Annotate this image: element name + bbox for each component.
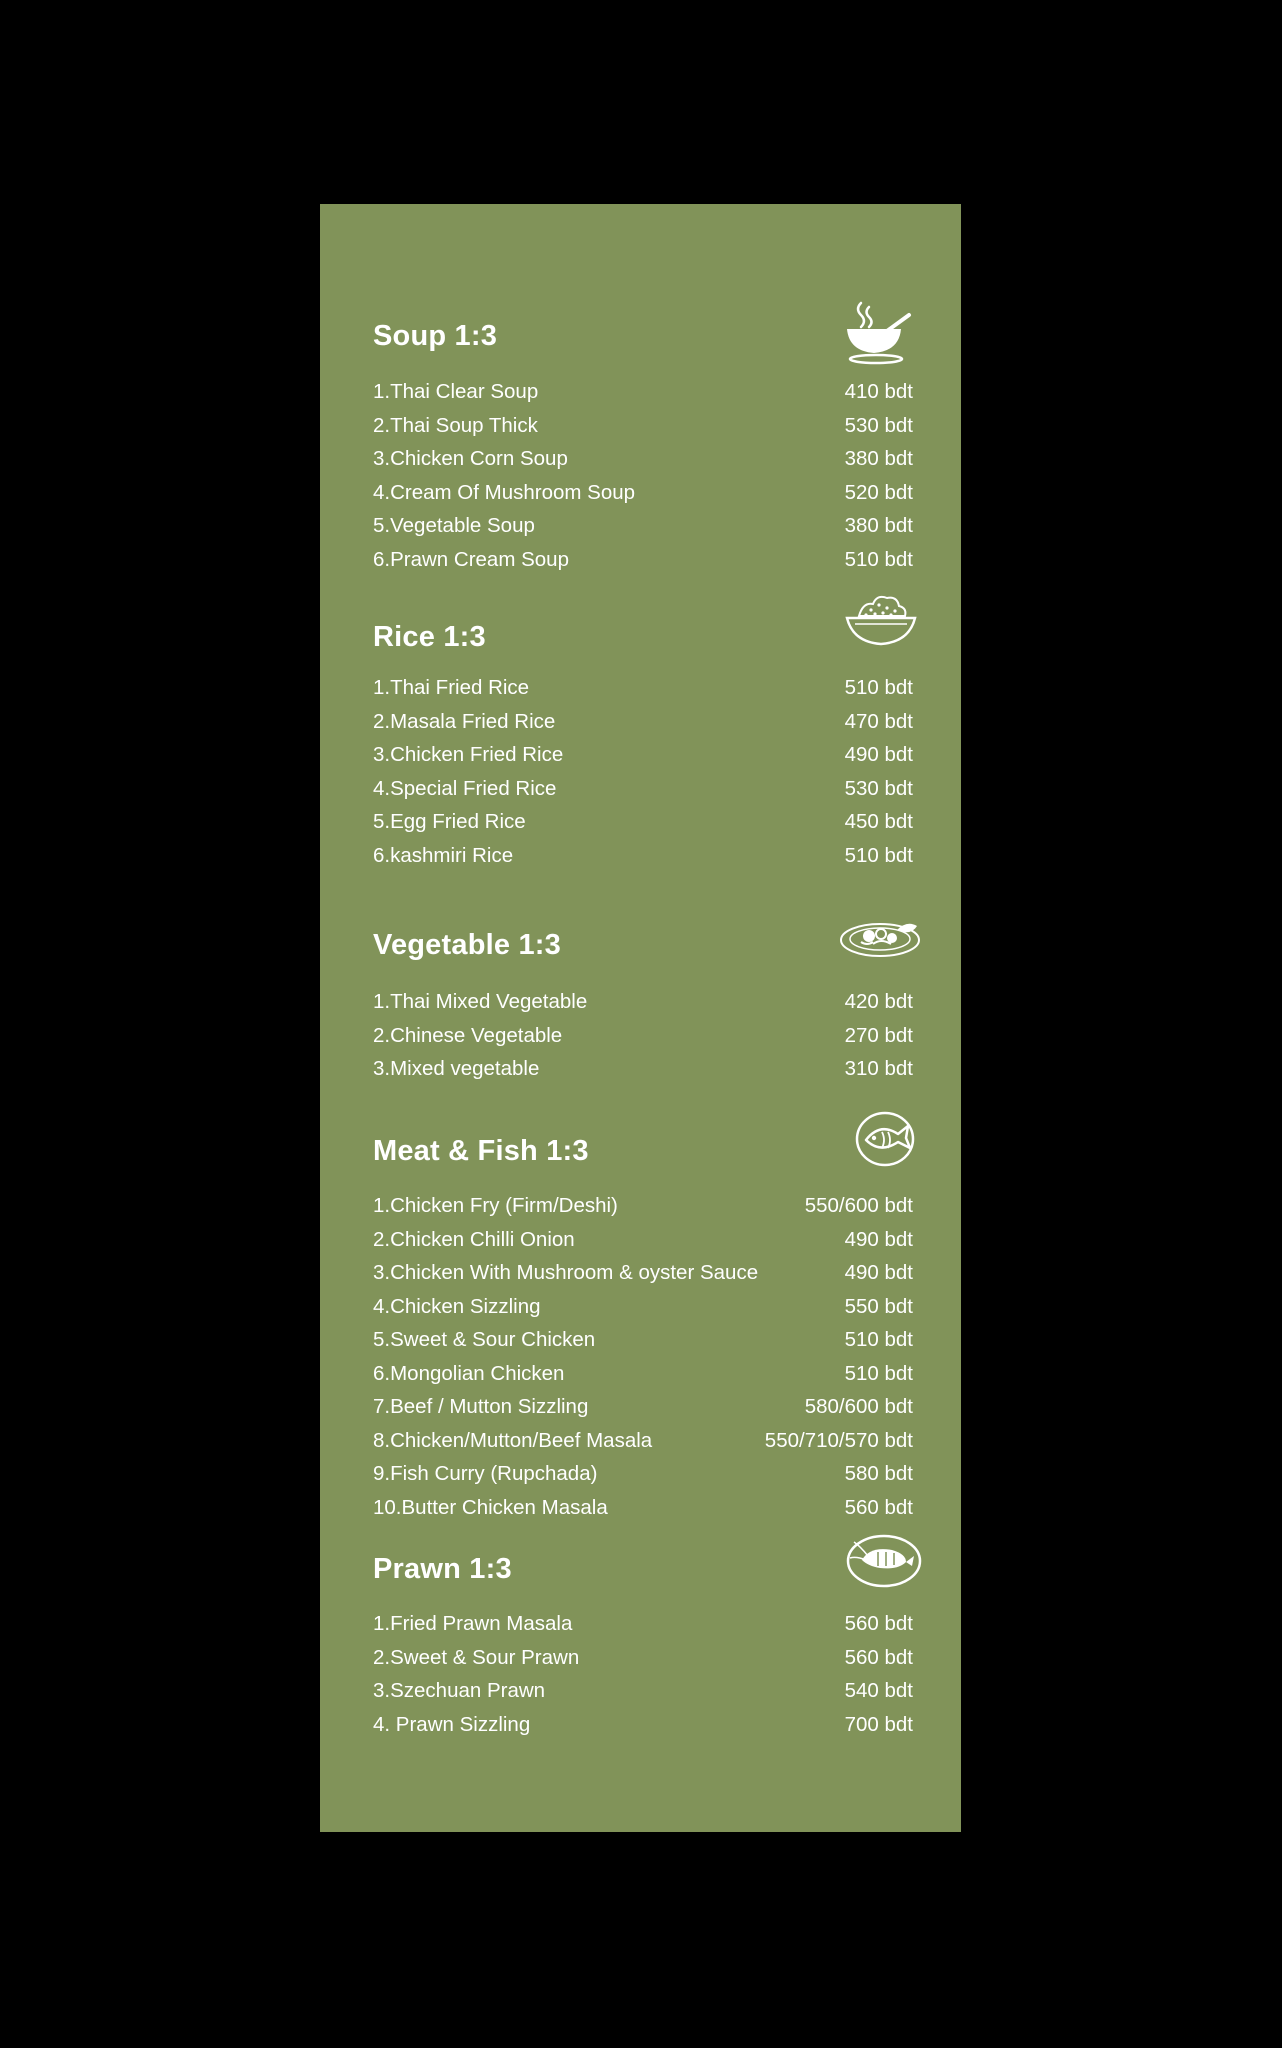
item-price: 490 bdt [844,1261,913,1284]
item-name: 2.Thai Soup Thick [373,413,538,437]
menu-item [373,810,913,844]
item-price: 560 bdt [844,1645,913,1669]
item-price: 410 bdt [844,380,913,403]
item-name: 5.Egg Fried Rice [373,810,526,833]
item-name: 1.Thai Mixed Vegetable [373,990,588,1013]
item-price: 380 bdt [844,514,913,537]
menu-item [373,1462,913,1496]
menu-item [373,710,913,744]
item-price: 510 bdt [844,1328,913,1351]
menu-item [373,514,913,548]
menu-item [373,1496,913,1530]
menu-item [373,548,913,582]
item-price: 380 bdt [844,447,913,470]
item-price: 580/600 bdt [804,1395,913,1418]
item-price: 530 bdt [844,776,913,800]
section-title: Vegetable 1:3 [373,929,561,961]
section-title: Meat & Fish 1:3 [373,1135,589,1167]
section-vegetable [373,912,913,1080]
item-name: 4.Chicken Sizzling [373,1294,541,1318]
section-header [373,1534,913,1594]
vegetable-plate-icon [839,912,921,960]
item-price: 540 bdt [844,1679,913,1702]
item-name: 2.Sweet & Sour Prawn [373,1645,580,1669]
menu-item [373,1328,913,1362]
section-title: Rice 1:3 [373,621,486,653]
section-title: Prawn 1:3 [373,1553,512,1585]
item-name: 6.Mongolian Chicken [373,1361,565,1385]
item-list [373,1612,913,1746]
menu-item [373,844,913,878]
section-header [373,299,913,359]
menu-item [373,1057,913,1091]
item-name: 4. Prawn Sizzling [373,1712,531,1736]
soup-bowl-icon [843,299,913,367]
item-name: 3.Chicken Fried Rice [373,743,564,766]
fish-plate-icon [854,1110,916,1168]
item-price: 420 bdt [844,990,913,1013]
item-name: 1.Chicken Fry (Firm/Deshi) [373,1194,618,1217]
section-soup [373,299,913,571]
menu-item [373,1024,913,1058]
item-price: 510 bdt [844,1361,913,1385]
item-name: 5.Sweet & Sour Chicken [373,1328,596,1351]
rice-bowl-icon [845,592,917,648]
item-price: 270 bdt [844,1023,913,1047]
menu-item [373,743,913,777]
item-name: 3.Chicken Corn Soup [373,447,568,470]
item-price: 510 bdt [844,843,913,867]
item-name: 1.Fried Prawn Masala [373,1612,573,1635]
menu-item [373,380,913,414]
menu-card [320,204,961,1832]
item-price: 560 bdt [844,1495,913,1519]
menu-item [373,1261,913,1295]
item-name: 2.Masala Fried Rice [373,709,556,733]
item-list [373,990,913,1091]
item-price: 450 bdt [844,810,913,833]
item-price: 490 bdt [844,743,913,766]
menu-item [373,777,913,811]
item-name: 7.Beef / Mutton Sizzling [373,1395,589,1418]
item-name: 1.Thai Clear Soup [373,380,539,403]
section-header [373,592,913,652]
item-name: 3.Szechuan Prawn [373,1679,546,1702]
item-price: 550/600 bdt [804,1194,913,1217]
item-price: 490 bdt [844,1227,913,1251]
item-price: 580 bdt [844,1462,913,1485]
menu-item [373,1646,913,1680]
section-prawn [373,1534,913,1736]
item-price: 510 bdt [844,676,913,699]
item-price: 510 bdt [844,547,913,571]
section-header [373,1110,913,1170]
item-price: 560 bdt [844,1612,913,1635]
menu-item [373,414,913,448]
item-price: 550/710/570 bdt [764,1428,913,1452]
section-meat-fish [373,1110,913,1519]
item-name: 5.Vegetable Soup [373,514,535,537]
item-list [373,380,913,581]
menu-item [373,990,913,1024]
section-title: Soup 1:3 [373,320,498,352]
item-name: 2.Chinese Vegetable [373,1023,563,1047]
item-name: 10.Butter Chicken Masala [373,1495,608,1519]
item-price: 520 bdt [844,480,913,504]
item-price: 700 bdt [844,1712,913,1736]
menu-item [373,1713,913,1747]
item-name: 6.kashmiri Rice [373,843,514,867]
item-name: 2.Chicken Chilli Onion [373,1227,575,1251]
menu-item [373,1679,913,1713]
menu-item [373,676,913,710]
item-name: 4.Special Fried Rice [373,776,557,800]
item-price: 550 bdt [844,1294,913,1318]
menu-item [373,1429,913,1463]
item-name: 8.Chicken/Mutton/Beef Masala [373,1428,653,1452]
menu-item [373,1362,913,1396]
item-price: 470 bdt [844,709,913,733]
item-name: 6.Prawn Cream Soup [373,547,569,571]
menu-item [373,447,913,481]
item-name: 4.Cream Of Mushroom Soup [373,480,636,504]
menu-item [373,1228,913,1262]
item-list [373,1194,913,1529]
item-name: 3.Mixed vegetable [373,1057,540,1080]
item-price: 310 bdt [844,1057,913,1080]
menu-item [373,1395,913,1429]
menu-item [373,1194,913,1228]
item-price: 530 bdt [844,413,913,437]
item-name: 3.Chicken With Mushroom & oyster Sauce [373,1261,759,1284]
menu-item [373,481,913,515]
menu-item [373,1612,913,1646]
menu-item [373,1295,913,1329]
item-name: 1.Thai Fried Rice [373,676,530,699]
prawn-plate-icon [846,1534,922,1588]
section-rice [373,592,913,867]
item-name: 9.Fish Curry (Rupchada) [373,1462,598,1485]
section-header [373,912,913,972]
item-list [373,676,913,877]
